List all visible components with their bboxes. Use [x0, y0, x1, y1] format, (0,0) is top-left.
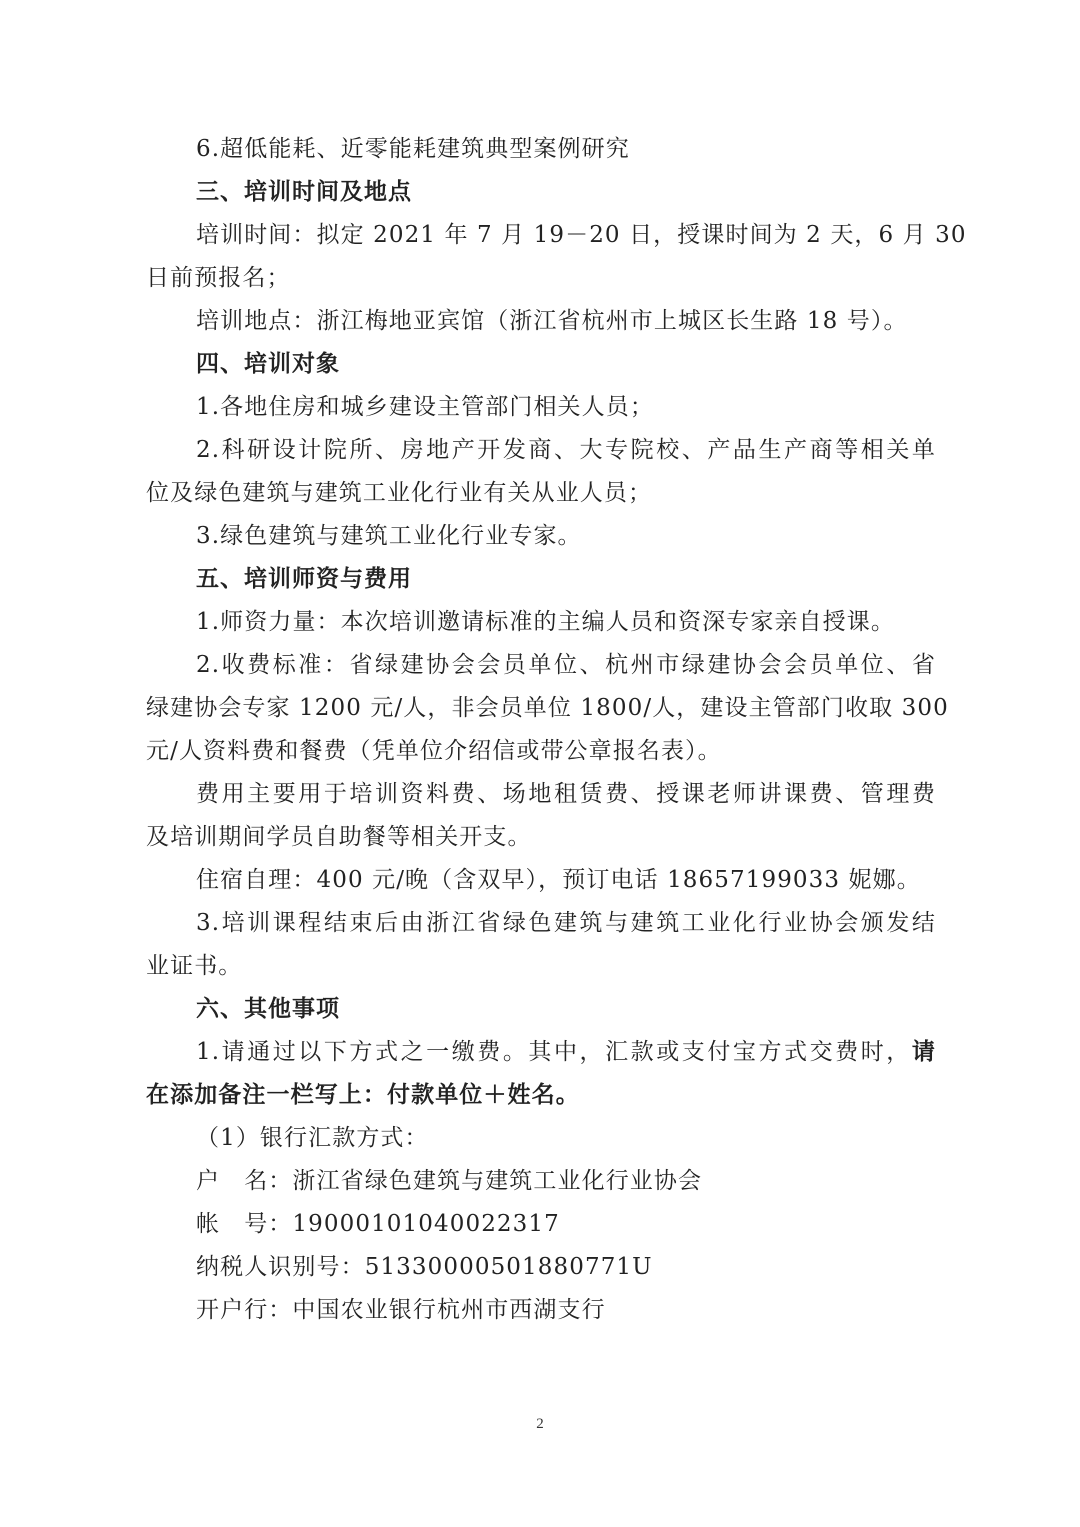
audience-item-2-cont: 位及绿色建筑与建筑工业化行业有关从业人员；	[146, 480, 653, 506]
fee-usage: 费用主要用于培训资料费、场地租赁费、授课老师讲课费、管理费	[196, 781, 936, 807]
payment-item-1-bold: 请	[911, 1039, 936, 1065]
fee-item-2-cont: 绿建协会专家 1200 元/人，非会员单位 1800/人，建设主管部门收取 300	[146, 695, 949, 721]
list-item-6: 6.超低能耗、近零能耗建筑典型案例研究	[196, 136, 630, 162]
audience-item-3: 3.绿色建筑与建筑工业化行业专家。	[196, 523, 582, 549]
account-name: 户 名：浙江省绿色建筑与建筑工业化行业协会	[196, 1168, 703, 1194]
fee-item-1: 1.师资力量：本次培训邀请标准的主编人员和资深专家亲自授课。	[196, 609, 895, 635]
section-heading-3: 三、培训时间及地点	[196, 179, 412, 205]
paragraph-training-location: 培训地点：浙江梅地亚宾馆（浙江省杭州市上城区长生路 18 号）。	[196, 308, 908, 334]
fee-usage-cont: 及培训期间学员自助餐等相关开支。	[146, 824, 532, 850]
section-heading-6: 六、其他事项	[196, 996, 340, 1022]
bank-transfer-heading: （1）银行汇款方式：	[196, 1125, 429, 1151]
paragraph-training-time-cont: 日前预报名；	[146, 265, 291, 291]
taxpayer-id: 纳税人识别号：51330000501880771U	[196, 1254, 653, 1280]
section-heading-5: 五、培训师资与费用	[196, 566, 412, 592]
section-heading-4: 四、培训对象	[196, 351, 340, 377]
fee-item-2: 2.收费标准：省绿建协会会员单位、杭州市绿建协会会员单位、省	[196, 652, 936, 678]
fee-item-3: 3.培训课程结束后由浙江省绿色建筑与建筑工业化行业协会颁发结	[196, 910, 936, 936]
payment-item-1	[146, 1031, 936, 1074]
audience-item-2: 2.科研设计院所、房地产开发商、大专院校、产品生产商等相关单	[196, 437, 936, 463]
paragraph-training-time: 培训时间：拟定 2021 年 7 月 19－20 日，授课时间为 2 天，6 月 30	[196, 222, 967, 248]
audience-item-1: 1.各地住房和城乡建设主管部门相关人员；	[196, 394, 654, 420]
payment-note-bold: 在添加备注一栏写上：付款单位＋姓名。	[146, 1082, 580, 1108]
bank-branch: 开户行：中国农业银行杭州市西湖支行	[196, 1297, 606, 1323]
payment-item-1-text: 1.请通过以下方式之一缴费。其中，汇款或支付宝方式交费时，	[196, 1039, 912, 1065]
page-number: 2	[536, 1416, 544, 1432]
page-content	[146, 128, 967, 1332]
account-number: 帐 号：19000101040022317	[196, 1211, 560, 1237]
accommodation: 住宿自理：400 元/晚（含双早），预订电话 18657199033 妮娜。	[196, 867, 921, 893]
fee-item-3-cont: 业证书。	[146, 953, 243, 979]
fee-item-2-cont2: 元/人资料费和餐费（凭单位介绍信或带公章报名表）。	[146, 738, 722, 764]
